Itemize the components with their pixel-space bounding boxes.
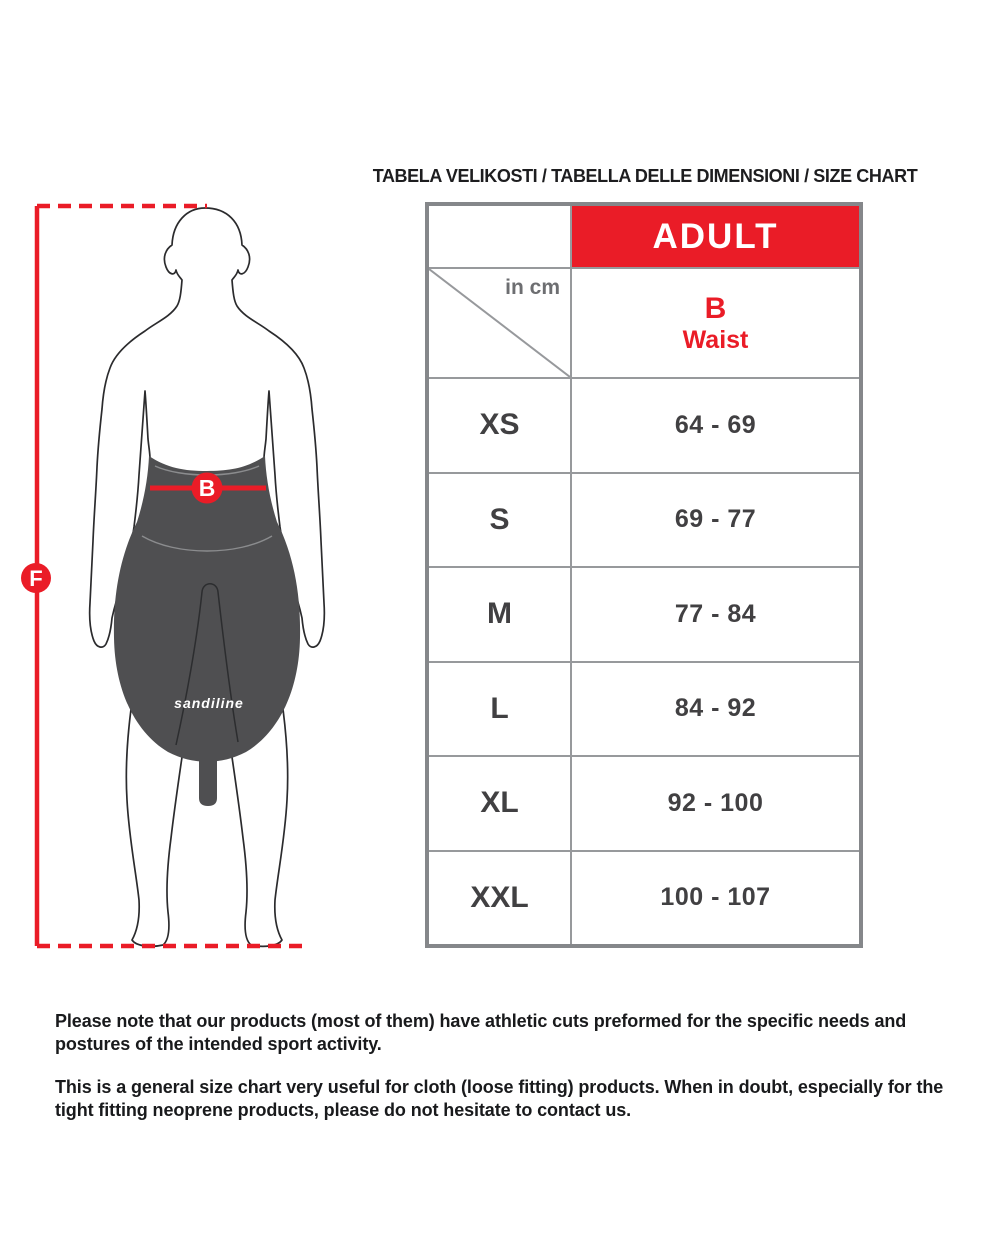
note-athletic-cuts: Please note that our products (most of them) have athletic cuts preformed for the specific needs and postures of the intended sport activity.: [55, 1011, 907, 1054]
waist-range-xxl: 100 - 107: [570, 850, 859, 945]
size-label-s: S: [429, 472, 570, 567]
waist-range-m: 77 - 84: [570, 566, 859, 661]
unit-cell: [429, 267, 570, 377]
size-label-m: M: [429, 566, 570, 661]
measure-header-cell: [570, 267, 859, 377]
note-general-chart: This is a general size chart very useful for cloth (loose fitting) products. When in doubt, especially for the tight fitting neoprene products, please do not hesitate to contact us.: [55, 1077, 944, 1120]
brand-logo: sandiline: [174, 695, 244, 711]
measure-code: B: [704, 292, 727, 326]
footer-notes: [55, 1010, 945, 1122]
measure-name: Waist: [682, 325, 749, 354]
size-label-xxl: XXL: [429, 850, 570, 945]
waist-label: B: [198, 475, 216, 501]
waist-range-xs: 64 - 69: [570, 377, 859, 472]
body-measurement-figure: [20, 195, 400, 960]
height-label: F: [29, 566, 43, 591]
skirt-strap: [199, 750, 217, 806]
size-label-xl: XL: [429, 755, 570, 850]
waist-range-s: 69 - 77: [570, 472, 859, 567]
adult-header-cell: ADULT: [570, 206, 859, 267]
size-label-xs: XS: [429, 377, 570, 472]
page-title: TABELA VELIKOSTI / TABELLA DELLE DIMENSIONI / SIZE CHART: [372, 166, 918, 186]
table-corner-cell: [429, 206, 570, 267]
size-label-l: L: [429, 661, 570, 756]
unit-label: in cm: [505, 276, 560, 299]
body-figure-svg: [20, 195, 400, 960]
waist-range-l: 84 - 92: [570, 661, 859, 756]
waist-range-xl: 92 - 100: [570, 755, 859, 850]
size-table: [425, 202, 863, 948]
